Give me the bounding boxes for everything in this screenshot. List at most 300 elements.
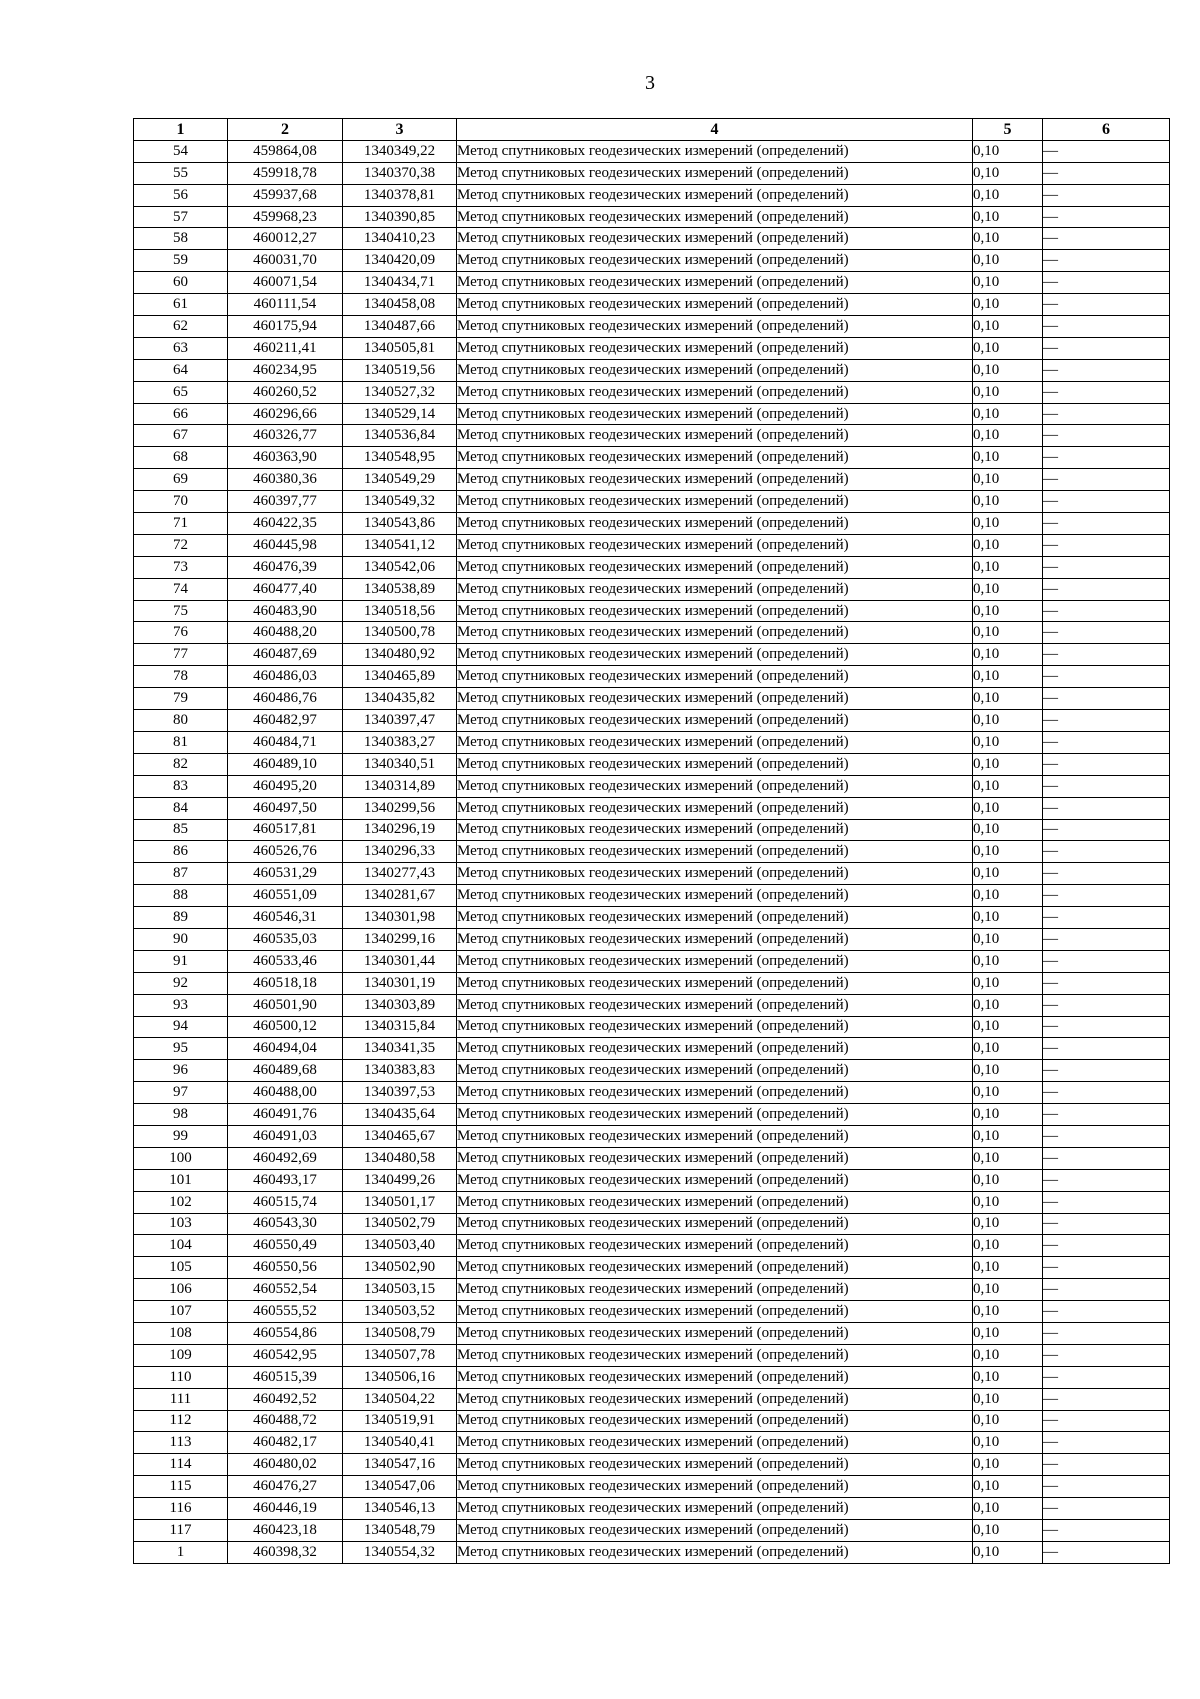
x-coordinate-cell: 460501,90 [228,994,343,1016]
x-coordinate-cell: 460486,03 [228,666,343,688]
method-cell: Метод спутниковых геодезических измерений (определений) [457,1301,973,1323]
method-cell: Метод спутниковых геодезических измерений (определений) [457,1213,973,1235]
x-coordinate-cell: 460446,19 [228,1498,343,1520]
table-row [134,184,1170,206]
accuracy-cell: 0,10 [973,1169,1043,1191]
method-cell: Метод спутниковых геодезических измерений (определений) [457,688,973,710]
y-coordinate-cell: 1340349,22 [343,140,457,162]
table-row [134,1454,1170,1476]
note-cell: — [1043,250,1170,272]
y-coordinate-cell: 1340340,51 [343,753,457,775]
note-cell: — [1043,622,1170,644]
note-cell: — [1043,907,1170,929]
x-coordinate-cell: 460380,36 [228,469,343,491]
y-coordinate-cell: 1340519,91 [343,1410,457,1432]
accuracy-cell: 0,10 [973,731,1043,753]
method-cell: Метод спутниковых геодезических измерений (определений) [457,928,973,950]
table-row [134,994,1170,1016]
table-row [134,578,1170,600]
y-coordinate-cell: 1340547,16 [343,1454,457,1476]
accuracy-cell: 0,10 [973,600,1043,622]
table-row [134,1498,1170,1520]
note-cell: — [1043,1301,1170,1323]
point-number-cell: 105 [134,1257,228,1279]
note-cell: — [1043,1410,1170,1432]
method-cell: Метод спутниковых геодезических измерений (определений) [457,1322,973,1344]
accuracy-cell: 0,10 [973,688,1043,710]
y-coordinate-cell: 1340536,84 [343,425,457,447]
note-cell: — [1043,1060,1170,1082]
y-coordinate-cell: 1340480,58 [343,1147,457,1169]
method-cell: Метод спутниковых геодезических измерений (определений) [457,644,973,666]
accuracy-cell: 0,10 [973,491,1043,513]
x-coordinate-cell: 460326,77 [228,425,343,447]
method-cell: Метод спутниковых геодезических измерений (определений) [457,272,973,294]
table-row [134,819,1170,841]
table-row [134,1366,1170,1388]
y-coordinate-cell: 1340434,71 [343,272,457,294]
column-header: 3 [343,119,457,141]
point-number-cell: 99 [134,1125,228,1147]
method-cell: Метод спутниковых геодезических измерений (определений) [457,972,973,994]
y-coordinate-cell: 1340503,40 [343,1235,457,1257]
method-cell: Метод спутниковых геодезических измерений (определений) [457,994,973,1016]
table-row [134,1541,1170,1563]
table-row [134,797,1170,819]
method-cell: Метод спутниковых геодезических измерений (определений) [457,775,973,797]
point-number-cell: 87 [134,863,228,885]
y-coordinate-cell: 1340390,85 [343,206,457,228]
x-coordinate-cell: 460517,81 [228,819,343,841]
table-row [134,863,1170,885]
x-coordinate-cell: 459864,08 [228,140,343,162]
point-number-cell: 97 [134,1082,228,1104]
point-number-cell: 72 [134,534,228,556]
point-number-cell: 116 [134,1498,228,1520]
x-coordinate-cell: 460518,18 [228,972,343,994]
note-cell: — [1043,994,1170,1016]
accuracy-cell: 0,10 [973,1322,1043,1344]
method-cell: Метод спутниковых геодезических измерений (определений) [457,1104,973,1126]
accuracy-cell: 0,10 [973,316,1043,338]
point-number-cell: 109 [134,1344,228,1366]
accuracy-cell: 0,10 [973,534,1043,556]
method-cell: Метод спутниковых геодезических измерений (определений) [457,534,973,556]
accuracy-cell: 0,10 [973,1104,1043,1126]
method-cell: Метод спутниковых геодезических измерений (определений) [457,206,973,228]
x-coordinate-cell: 460515,39 [228,1366,343,1388]
note-cell: — [1043,162,1170,184]
x-coordinate-cell: 460260,52 [228,381,343,403]
point-number-cell: 73 [134,556,228,578]
x-coordinate-cell: 460550,49 [228,1235,343,1257]
accuracy-cell: 0,10 [973,381,1043,403]
accuracy-cell: 0,10 [973,1432,1043,1454]
note-cell: — [1043,666,1170,688]
method-cell: Метод спутниковых геодезических измерений (определений) [457,885,973,907]
x-coordinate-cell: 460484,71 [228,731,343,753]
x-coordinate-cell: 460542,95 [228,1344,343,1366]
method-cell: Метод спутниковых геодезических измерений (определений) [457,184,973,206]
method-cell: Метод спутниковых геодезических измерений (определений) [457,381,973,403]
accuracy-cell: 0,10 [973,1498,1043,1520]
x-coordinate-cell: 460491,76 [228,1104,343,1126]
x-coordinate-cell: 460031,70 [228,250,343,272]
accuracy-cell: 0,10 [973,972,1043,994]
point-number-cell: 74 [134,578,228,600]
note-cell: — [1043,600,1170,622]
accuracy-cell: 0,10 [973,819,1043,841]
point-number-cell: 92 [134,972,228,994]
note-cell: — [1043,140,1170,162]
method-cell: Метод спутниковых геодезических измерений (определений) [457,950,973,972]
x-coordinate-cell: 460476,39 [228,556,343,578]
coordinates-table [133,118,1170,1564]
x-coordinate-cell: 460071,54 [228,272,343,294]
x-coordinate-cell: 460500,12 [228,1016,343,1038]
table-row [134,1016,1170,1038]
accuracy-cell: 0,10 [973,206,1043,228]
x-coordinate-cell: 460480,02 [228,1454,343,1476]
table-row [134,972,1170,994]
accuracy-cell: 0,10 [973,556,1043,578]
note-cell: — [1043,425,1170,447]
y-coordinate-cell: 1340540,41 [343,1432,457,1454]
accuracy-cell: 0,10 [973,753,1043,775]
x-coordinate-cell: 460363,90 [228,447,343,469]
note-cell: — [1043,381,1170,403]
table-row [134,1169,1170,1191]
accuracy-cell: 0,10 [973,907,1043,929]
y-coordinate-cell: 1340378,81 [343,184,457,206]
table-row [134,1388,1170,1410]
method-cell: Метод спутниковых геодезических измерений (определений) [457,403,973,425]
point-number-cell: 102 [134,1191,228,1213]
accuracy-cell: 0,10 [973,1476,1043,1498]
table-row [134,534,1170,556]
table-row [134,469,1170,491]
table-row [134,140,1170,162]
method-cell: Метод спутниковых геодезических измерений (определений) [457,622,973,644]
x-coordinate-cell: 460491,03 [228,1125,343,1147]
note-cell: — [1043,1235,1170,1257]
point-number-cell: 58 [134,228,228,250]
point-number-cell: 114 [134,1454,228,1476]
point-number-cell: 71 [134,513,228,535]
x-coordinate-cell: 460554,86 [228,1322,343,1344]
table-row [134,491,1170,513]
accuracy-cell: 0,10 [973,1301,1043,1323]
method-cell: Метод спутниковых геодезических измерений (определений) [457,1410,973,1432]
note-cell: — [1043,1279,1170,1301]
note-cell: — [1043,1388,1170,1410]
accuracy-cell: 0,10 [973,1388,1043,1410]
accuracy-cell: 0,10 [973,1520,1043,1542]
method-cell: Метод спутниковых геодезических измерений (определений) [457,666,973,688]
y-coordinate-cell: 1340383,27 [343,731,457,753]
x-coordinate-cell: 460398,32 [228,1541,343,1563]
table-row [134,775,1170,797]
table-row [134,1476,1170,1498]
accuracy-cell: 0,10 [973,513,1043,535]
note-cell: — [1043,359,1170,381]
table-row [134,1257,1170,1279]
accuracy-cell: 0,10 [973,1016,1043,1038]
note-cell: — [1043,731,1170,753]
x-coordinate-cell: 460397,77 [228,491,343,513]
point-number-cell: 65 [134,381,228,403]
method-cell: Метод спутниковых геодезических измерений (определений) [457,1191,973,1213]
y-coordinate-cell: 1340503,15 [343,1279,457,1301]
accuracy-cell: 0,10 [973,250,1043,272]
table-row [134,1432,1170,1454]
method-cell: Метод спутниковых геодезических измерений (определений) [457,162,973,184]
x-coordinate-cell: 459918,78 [228,162,343,184]
y-coordinate-cell: 1340505,81 [343,337,457,359]
note-cell: — [1043,1191,1170,1213]
y-coordinate-cell: 1340500,78 [343,622,457,644]
y-coordinate-cell: 1340370,38 [343,162,457,184]
accuracy-cell: 0,10 [973,578,1043,600]
point-number-cell: 78 [134,666,228,688]
point-number-cell: 106 [134,1279,228,1301]
point-number-cell: 93 [134,994,228,1016]
accuracy-cell: 0,10 [973,1038,1043,1060]
y-coordinate-cell: 1340315,84 [343,1016,457,1038]
x-coordinate-cell: 460526,76 [228,841,343,863]
x-coordinate-cell: 460552,54 [228,1279,343,1301]
table-row [134,447,1170,469]
x-coordinate-cell: 460422,35 [228,513,343,535]
point-number-cell: 67 [134,425,228,447]
method-cell: Метод спутниковых геодезических измерений (определений) [457,731,973,753]
note-cell: — [1043,841,1170,863]
note-cell: — [1043,1213,1170,1235]
y-coordinate-cell: 1340508,79 [343,1322,457,1344]
point-number-cell: 89 [134,907,228,929]
y-coordinate-cell: 1340541,12 [343,534,457,556]
table-row [134,1344,1170,1366]
point-number-cell: 100 [134,1147,228,1169]
y-coordinate-cell: 1340542,06 [343,556,457,578]
note-cell: — [1043,1082,1170,1104]
method-cell: Метод спутниковых геодезических измерений (определений) [457,1060,973,1082]
table-row [134,513,1170,535]
method-cell: Метод спутниковых геодезических измерений (определений) [457,294,973,316]
x-coordinate-cell: 460533,46 [228,950,343,972]
accuracy-cell: 0,10 [973,1454,1043,1476]
note-cell: — [1043,491,1170,513]
point-number-cell: 56 [134,184,228,206]
y-coordinate-cell: 1340504,22 [343,1388,457,1410]
method-cell: Метод спутниковых геодезических измерений (определений) [457,556,973,578]
accuracy-cell: 0,10 [973,469,1043,491]
accuracy-cell: 0,10 [973,1125,1043,1147]
x-coordinate-cell: 460493,17 [228,1169,343,1191]
table-row [134,1322,1170,1344]
table-row [134,556,1170,578]
accuracy-cell: 0,10 [973,1366,1043,1388]
y-coordinate-cell: 1340538,89 [343,578,457,600]
x-coordinate-cell: 460012,27 [228,228,343,250]
table-row [134,1191,1170,1213]
y-coordinate-cell: 1340529,14 [343,403,457,425]
accuracy-cell: 0,10 [973,1060,1043,1082]
note-cell: — [1043,184,1170,206]
table-row [134,206,1170,228]
y-coordinate-cell: 1340301,98 [343,907,457,929]
x-coordinate-cell: 460488,20 [228,622,343,644]
y-coordinate-cell: 1340548,79 [343,1520,457,1542]
accuracy-cell: 0,10 [973,1344,1043,1366]
note-cell: — [1043,1169,1170,1191]
point-number-cell: 117 [134,1520,228,1542]
y-coordinate-cell: 1340502,79 [343,1213,457,1235]
accuracy-cell: 0,10 [973,950,1043,972]
accuracy-cell: 0,10 [973,1191,1043,1213]
table-row [134,1104,1170,1126]
column-header: 6 [1043,119,1170,141]
table-row [134,600,1170,622]
method-cell: Метод спутниковых геодезических измерений (определений) [457,578,973,600]
table-row [134,1410,1170,1432]
point-number-cell: 68 [134,447,228,469]
method-cell: Метод спутниковых геодезических измерений (определений) [457,819,973,841]
table-row [134,688,1170,710]
accuracy-cell: 0,10 [973,841,1043,863]
table-row [134,359,1170,381]
accuracy-cell: 0,10 [973,666,1043,688]
accuracy-cell: 0,10 [973,644,1043,666]
x-coordinate-cell: 459968,23 [228,206,343,228]
accuracy-cell: 0,10 [973,337,1043,359]
method-cell: Метод спутниковых геодезических измерений (определений) [457,513,973,535]
point-number-cell: 111 [134,1388,228,1410]
method-cell: Метод спутниковых геодезических измерений (определений) [457,1344,973,1366]
table-row [134,1301,1170,1323]
note-cell: — [1043,1454,1170,1476]
y-coordinate-cell: 1340383,83 [343,1060,457,1082]
x-coordinate-cell: 460495,20 [228,775,343,797]
y-coordinate-cell: 1340549,32 [343,491,457,513]
y-coordinate-cell: 1340299,16 [343,928,457,950]
accuracy-cell: 0,10 [973,622,1043,644]
table-body [134,140,1170,1563]
x-coordinate-cell: 460482,17 [228,1432,343,1454]
note-cell: — [1043,753,1170,775]
y-coordinate-cell: 1340277,43 [343,863,457,885]
y-coordinate-cell: 1340281,67 [343,885,457,907]
x-coordinate-cell: 460483,90 [228,600,343,622]
x-coordinate-cell: 460555,52 [228,1301,343,1323]
table-row [134,294,1170,316]
accuracy-cell: 0,10 [973,710,1043,732]
y-coordinate-cell: 1340296,19 [343,819,457,841]
x-coordinate-cell: 460531,29 [228,863,343,885]
accuracy-cell: 0,10 [973,1279,1043,1301]
table-row [134,316,1170,338]
table-row [134,928,1170,950]
method-cell: Метод спутниковых геодезических измерений (определений) [457,1016,973,1038]
note-cell: — [1043,1520,1170,1542]
table-row [134,1060,1170,1082]
method-cell: Метод спутниковых геодезических измерений (определений) [457,1388,973,1410]
method-cell: Метод спутниковых геодезических измерений (определений) [457,359,973,381]
table-row [134,337,1170,359]
table-row [134,885,1170,907]
y-coordinate-cell: 1340554,32 [343,1541,457,1563]
x-coordinate-cell: 460175,94 [228,316,343,338]
x-coordinate-cell: 460489,68 [228,1060,343,1082]
point-number-cell: 84 [134,797,228,819]
point-number-cell: 112 [134,1410,228,1432]
x-coordinate-cell: 460477,40 [228,578,343,600]
note-cell: — [1043,337,1170,359]
point-number-cell: 79 [134,688,228,710]
x-coordinate-cell: 460476,27 [228,1476,343,1498]
x-coordinate-cell: 460487,69 [228,644,343,666]
accuracy-cell: 0,10 [973,1235,1043,1257]
y-coordinate-cell: 1340487,66 [343,316,457,338]
y-coordinate-cell: 1340420,09 [343,250,457,272]
note-cell: — [1043,1498,1170,1520]
note-cell: — [1043,316,1170,338]
x-coordinate-cell: 460296,66 [228,403,343,425]
accuracy-cell: 0,10 [973,775,1043,797]
y-coordinate-cell: 1340397,47 [343,710,457,732]
table-row [134,753,1170,775]
table-row [134,425,1170,447]
point-number-cell: 83 [134,775,228,797]
x-coordinate-cell: 460492,69 [228,1147,343,1169]
point-number-cell: 96 [134,1060,228,1082]
point-number-cell: 62 [134,316,228,338]
point-number-cell: 55 [134,162,228,184]
note-cell: — [1043,1366,1170,1388]
point-number-cell: 113 [134,1432,228,1454]
method-cell: Метод спутниковых геодезических измерений (определений) [457,1279,973,1301]
x-coordinate-cell: 460515,74 [228,1191,343,1213]
method-cell: Метод спутниковых геодезических измерений (определений) [457,228,973,250]
x-coordinate-cell: 460211,41 [228,337,343,359]
point-number-cell: 75 [134,600,228,622]
note-cell: — [1043,534,1170,556]
method-cell: Метод спутниковых геодезических измерений (определений) [457,1541,973,1563]
point-number-cell: 103 [134,1213,228,1235]
table-row [134,622,1170,644]
method-cell: Метод спутниковых геодезических измерений (определений) [457,841,973,863]
note-cell: — [1043,819,1170,841]
table-row [134,710,1170,732]
y-coordinate-cell: 1340314,89 [343,775,457,797]
point-number-cell: 115 [134,1476,228,1498]
method-cell: Метод спутниковых геодезических измерений (определений) [457,425,973,447]
method-cell: Метод спутниковых геодезических измерений (определений) [457,797,973,819]
point-number-cell: 90 [134,928,228,950]
accuracy-cell: 0,10 [973,1257,1043,1279]
note-cell: — [1043,1257,1170,1279]
point-number-cell: 85 [134,819,228,841]
method-cell: Метод спутниковых геодезических измерений (определений) [457,1498,973,1520]
table-row [134,403,1170,425]
point-number-cell: 61 [134,294,228,316]
y-coordinate-cell: 1340549,29 [343,469,457,491]
point-number-cell: 88 [134,885,228,907]
method-cell: Метод спутниковых геодезических измерений (определений) [457,863,973,885]
y-coordinate-cell: 1340410,23 [343,228,457,250]
table-row [134,1213,1170,1235]
y-coordinate-cell: 1340465,67 [343,1125,457,1147]
